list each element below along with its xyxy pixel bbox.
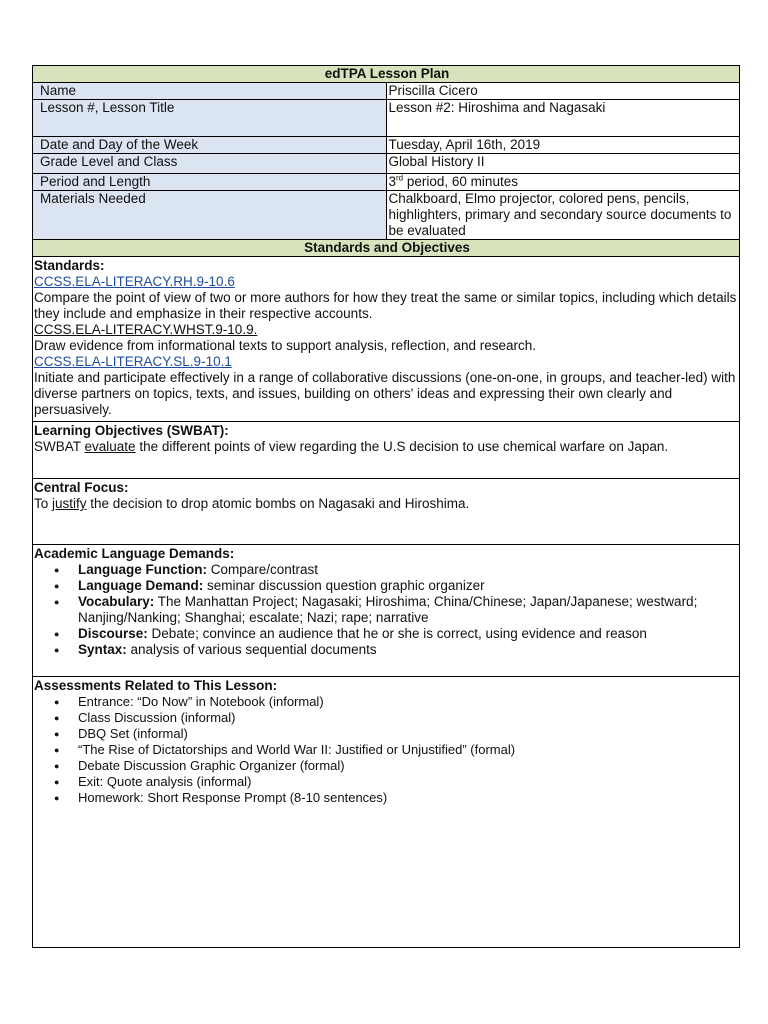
list-item: ● Exit: Quote analysis (informal) bbox=[78, 774, 737, 790]
list-item bbox=[78, 578, 737, 594]
list-item: ● DBQ Set (informal) bbox=[78, 726, 737, 742]
assessments-title: Assessments Related to This Lesson: bbox=[34, 678, 278, 693]
list-item: ● Debate Discussion Graphic Organizer (formal) bbox=[78, 758, 737, 774]
standard-link-whst[interactable]: CCSS.ELA-LITERACY.WHST.9-10.9. bbox=[34, 322, 258, 337]
standard-link-rh[interactable]: CCSS.ELA-LITERACY.RH.9-10.6 bbox=[34, 274, 235, 289]
list-item: ● “The Rise of Dictatorships and World War II: Justified or Unjustified” (formal) bbox=[78, 742, 737, 758]
list-item: ● Homework: Short Response Prompt (8-10 sentences) bbox=[78, 790, 737, 806]
standards-title: Standards: bbox=[34, 258, 105, 273]
term-text: seminar discussion question graphic organizer bbox=[203, 578, 485, 593]
date-label: Date and Day of the Week bbox=[33, 137, 387, 154]
term-text: The Manhattan Project; Nagasaki; Hiroshima; China/Chinese; Japan/Japanese; westward; Nanjing/Nanking; Shanghai; escalate; Nazi; rape; narrative bbox=[78, 594, 698, 625]
date-value: Tuesday, April 16th, 2019 bbox=[386, 137, 740, 154]
lesson-plan-document bbox=[32, 65, 740, 948]
assessments-list bbox=[34, 694, 737, 806]
lesson-title-value: Lesson #2: Hiroshima and Nagasaki bbox=[386, 100, 740, 137]
standard-text-whst: Draw evidence from informational texts to support analysis, reflection, and research. bbox=[34, 338, 536, 353]
name-value: Priscilla Cicero bbox=[386, 83, 740, 100]
academic-language-list bbox=[34, 562, 737, 658]
grade-value: Global History II bbox=[386, 154, 740, 174]
objectives-post: the different points of view regarding the U.S decision to use chemical warfare on Japan. bbox=[135, 439, 669, 454]
materials-label: Materials Needed bbox=[33, 191, 387, 240]
grade-label: Grade Level and Class bbox=[33, 154, 387, 174]
standards-objectives-header: Standards and Objectives bbox=[33, 240, 740, 257]
list-item bbox=[78, 594, 737, 626]
central-focus-pre: To bbox=[34, 496, 53, 511]
list-item bbox=[78, 562, 737, 578]
central-focus-section bbox=[33, 479, 740, 545]
academic-language-section bbox=[33, 545, 740, 677]
name-label: Name bbox=[33, 83, 387, 100]
document-title: edTPA Lesson Plan bbox=[33, 66, 740, 83]
objectives-pre: SWBAT bbox=[34, 439, 85, 454]
standards-section bbox=[33, 257, 740, 422]
list-item bbox=[78, 626, 737, 642]
standard-text-sl: Initiate and participate effectively in a range of collaborative discussions (one-on-one, in groups, and teacher-led) with diverse partners on topics, texts, and issues, building on others' ideas and expressing their own clearly and persuasively. bbox=[34, 370, 736, 417]
term-text: Compare/contrast bbox=[207, 562, 319, 577]
term-language-function: Language Function: bbox=[78, 562, 207, 577]
term-vocabulary: Vocabulary: bbox=[78, 594, 155, 609]
central-focus-post: the decision to drop atomic bombs on Nagasaki and Hiroshima. bbox=[86, 496, 470, 511]
academic-language-title: Academic Language Demands: bbox=[34, 546, 235, 561]
lesson-title-label: Lesson #, Lesson Title bbox=[33, 100, 387, 137]
period-label: Period and Length bbox=[33, 174, 387, 191]
materials-value: Chalkboard, Elmo projector, colored pens, pencils, highlighters, primary and secondary source documents to be evaluated bbox=[386, 191, 740, 240]
term-text: Debate; convince an audience that he or she is correct, using evidence and reason bbox=[147, 626, 647, 641]
list-item: ● Entrance: “Do Now” in Notebook (informal) bbox=[78, 694, 737, 710]
central-focus-title: Central Focus: bbox=[34, 480, 129, 495]
term-syntax: Syntax: bbox=[78, 642, 127, 657]
objectives-keyword: evaluate bbox=[84, 439, 136, 454]
term-discourse: Discourse: bbox=[78, 626, 148, 641]
period-value bbox=[386, 174, 740, 191]
term-language-demand: Language Demand: bbox=[78, 578, 204, 593]
list-item bbox=[78, 642, 737, 658]
central-focus-text bbox=[34, 496, 737, 512]
period-ordinal: rd bbox=[396, 173, 404, 183]
central-focus-keyword: justify bbox=[52, 496, 87, 511]
objectives-section bbox=[33, 422, 740, 479]
lesson-plan-table bbox=[32, 65, 740, 948]
standard-link-sl[interactable]: CCSS.ELA-LITERACY.SL.9-10.1 bbox=[34, 354, 232, 369]
period-rest: period, 60 minutes bbox=[403, 174, 518, 189]
term-text: analysis of various sequential documents bbox=[126, 642, 377, 657]
objectives-title: Learning Objectives (SWBAT): bbox=[34, 423, 229, 438]
standard-text-rh: Compare the point of view of two or more authors for how they treat the same or similar topics, including which details they include and emphasize in their respective accounts. bbox=[34, 290, 737, 321]
period-number: 3 bbox=[388, 174, 397, 189]
objectives-text bbox=[34, 439, 737, 455]
assessments-section bbox=[33, 677, 740, 948]
list-item: ● Class Discussion (informal) bbox=[78, 710, 737, 726]
